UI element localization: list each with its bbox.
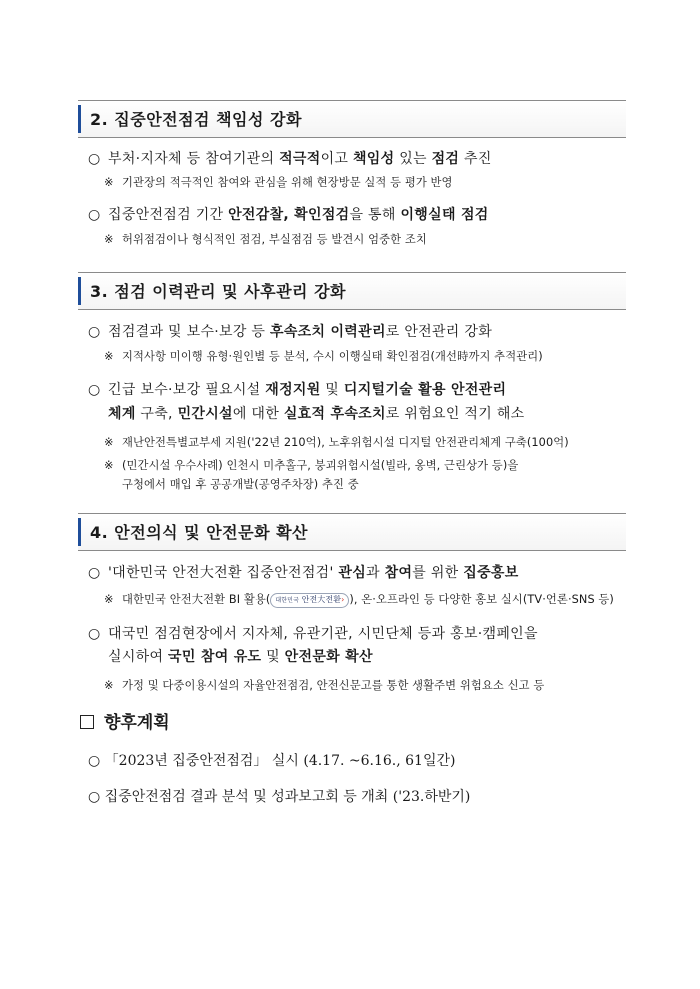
section-header-4: [78, 513, 626, 551]
plan-item-1: ○ 「2023년 집중안전점검」 실시 (4.17. ~6.16., 61일간): [88, 753, 456, 769]
section-2-note-2: ※ 허위점검이나 형식적인 점검, 부실점검 등 발견시 엄중한 조치: [104, 233, 427, 246]
section-2-item-1: ○ 부처·지자체 등 참여기관의 적극적이고 책임성 있는 점검 추진: [88, 151, 492, 167]
safety-transition-logo: 대한민국 안전大전환›: [270, 593, 349, 608]
section-header-2: [78, 100, 626, 138]
section-title-2: 2. 집중안전점검 책임성 강화: [90, 110, 302, 129]
section-3-item-1: ○ 점검결과 및 보수·보강 등 후속조치 이력관리로 안전관리 강화: [88, 324, 493, 340]
section-2-item-2: ○ 집중안전점검 기간 안전감찰, 확인점검을 통해 이행실태 점검: [88, 207, 489, 223]
section-accent-bar: [78, 105, 81, 133]
section-4-item-2: ○ 대국민 점검현장에서 지자체, 유관기관, 시민단체 등과 홍보·캠페인을: [88, 626, 538, 642]
section-4-item-1: ○ '대한민국 안전大전환 집중안전점검' 관심과 참여를 위한 집중홍보: [88, 565, 519, 581]
checkbox-square-icon: [80, 715, 94, 729]
section-title-4: 4. 안전의식 및 안전문화 확산: [90, 523, 309, 542]
section-4-item-2-cont: 실시하여 국민 참여 유도 및 안전문화 확산: [108, 649, 373, 665]
section-2-note-1: ※ 기관장의 적극적인 참여와 관심을 위해 현장방문 실적 등 평가 반영: [104, 176, 453, 189]
section-3-item-2-cont: 체계 구축, 민간시설에 대한 실효적 후속조치로 위험요인 적기 해소: [108, 406, 525, 422]
section-accent-bar: [78, 518, 81, 546]
section-4-note-2: ※ 가정 및 다중이용시설의 자율안전점검, 안전신문고를 통한 생활주변 위험요소 신고 등: [104, 679, 545, 692]
plan-heading: 향후계획: [80, 708, 170, 733]
section-3-item-2: ○ 긴급 보수·보강 필요시설 재정지원 및 디지털기술 활용 안전관리: [88, 382, 507, 398]
section-3-note-3-cont: 구청에서 매입 후 공공개발(공영주차장) 추진 중: [122, 478, 359, 491]
section-title-3: 3. 점검 이력관리 및 사후관리 강화: [90, 282, 346, 301]
section-accent-bar: [78, 277, 81, 305]
section-4-note-1: ※ 대한민국 안전大전환 BI 활용( 대한민국 안전大전환› ), 온·오프라인 등 다양한 홍보 실시(TV·언론·SNS 등): [104, 593, 614, 606]
section-header-3: [78, 272, 626, 310]
section-3-note-2: ※ 재난안전특별교부세 지원('22년 210억), 노후위험시설 디지털 안전관리체계 구축(100억): [104, 436, 569, 449]
section-3-note-3: ※ (민간시설 우수사례) 인천시 미추홀구, 붕괴위험시설(빌라, 옹벽, 근린상가 등)을: [104, 459, 519, 472]
plan-item-2: ○ 집중안전점검 결과 분석 및 성과보고회 등 개최 ('23.하반기): [88, 789, 471, 805]
section-3-note-1: ※ 지적사항 미이행 유형·원인별 등 분석, 수시 이행실태 확인점검(개선時까지 추적관리): [104, 350, 543, 363]
